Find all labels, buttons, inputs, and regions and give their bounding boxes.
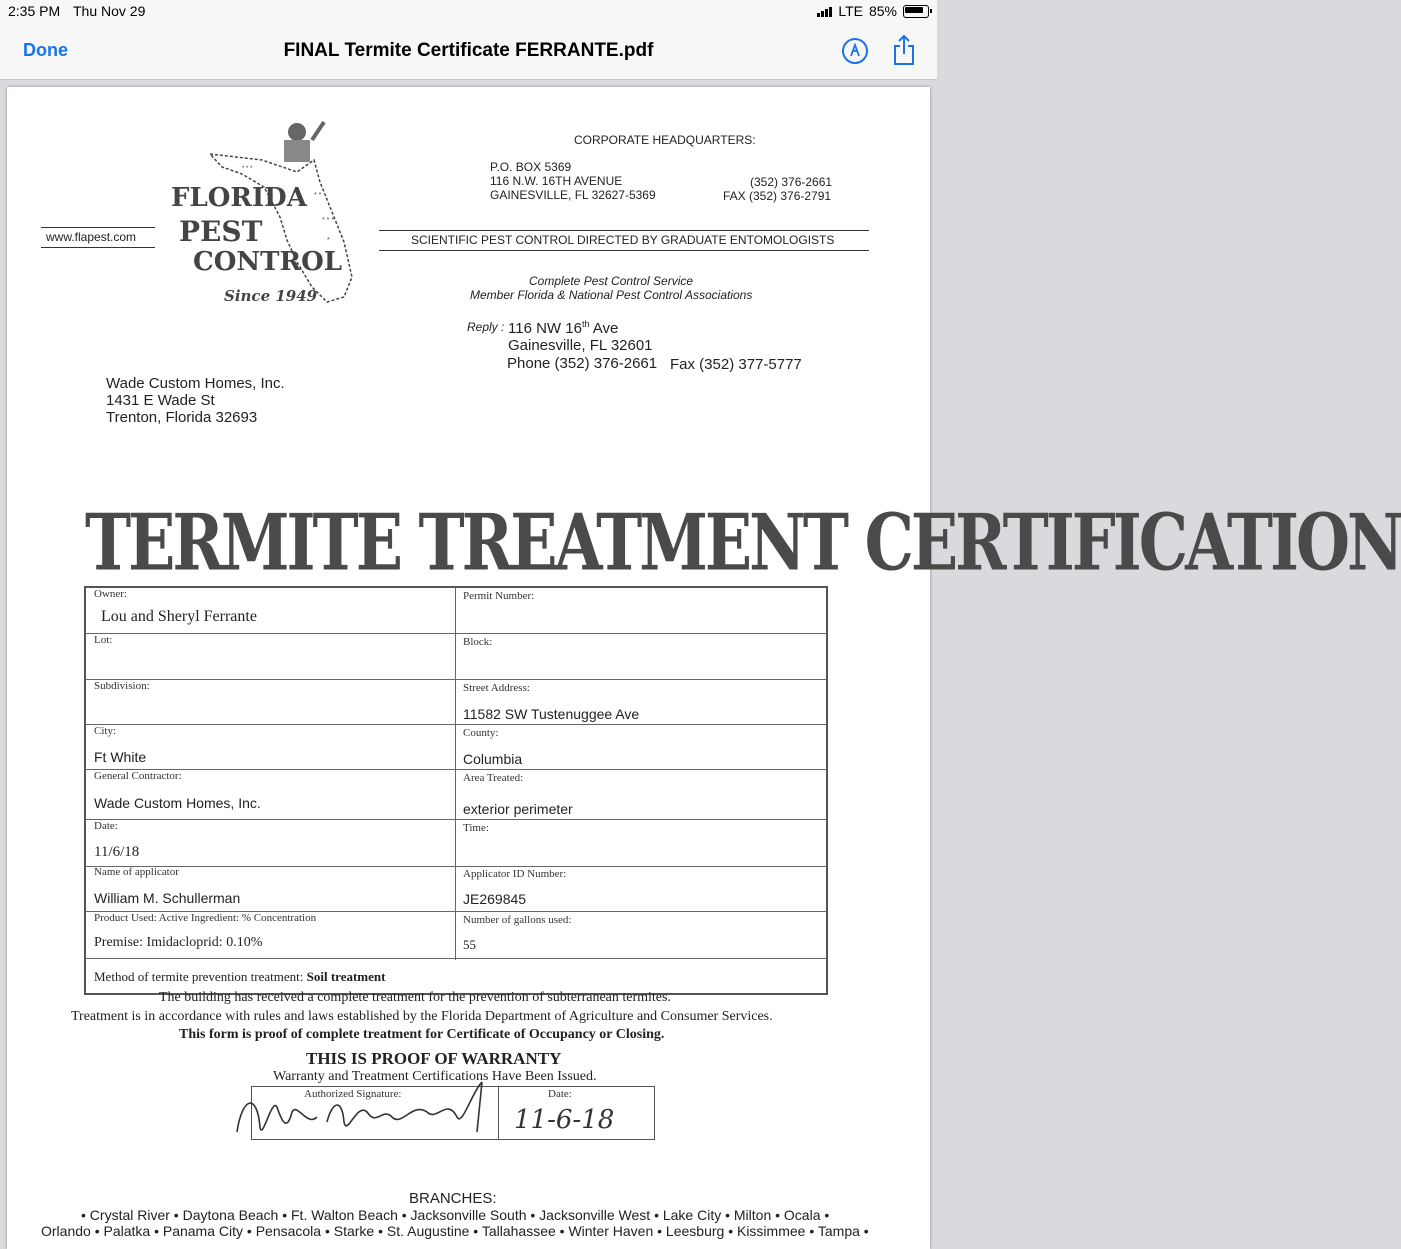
city-value: Ft White bbox=[94, 749, 147, 765]
member-line: Member Florida & National Pest Control Associations bbox=[470, 288, 753, 302]
hq-fax: FAX (352) 376-2791 bbox=[723, 189, 832, 203]
service-line: Complete Pest Control Service bbox=[529, 274, 694, 288]
share-icon[interactable] bbox=[892, 34, 916, 66]
time-label: Time: bbox=[463, 822, 489, 834]
gallons-label: Number of gallons used: bbox=[463, 914, 572, 926]
lot-label: Lot: bbox=[94, 634, 113, 646]
handwritten-signature-icon bbox=[232, 1077, 502, 1147]
area-value: exterior perimeter bbox=[463, 801, 573, 817]
subdivision-label: Subdivision: bbox=[94, 680, 150, 692]
applicator-label: Name of applicator bbox=[94, 866, 179, 878]
date-value: 11/6/18 bbox=[94, 844, 140, 860]
gc-value: Wade Custom Homes, Inc. bbox=[94, 795, 261, 811]
hq-city: GAINESVILLE, FL 32627-5369 bbox=[490, 188, 656, 202]
warranty-heading: THIS IS PROOF OF WARRANTY bbox=[306, 1049, 562, 1068]
signature-date-value: 11-6-18 bbox=[514, 1105, 615, 1135]
addressee-line3: Trenton, Florida 32693 bbox=[106, 409, 258, 426]
method-value: Soil treatment bbox=[306, 969, 386, 984]
reply-fax: Fax (352) 377-5777 bbox=[670, 356, 802, 373]
status-bar bbox=[0, 0, 937, 24]
hq-po-box: P.O. BOX 5369 bbox=[490, 160, 572, 174]
svg-text:*: * bbox=[327, 237, 330, 244]
product-value: Premise: Imidacloprid: 0.10% bbox=[94, 935, 263, 950]
nav-bar bbox=[0, 24, 937, 80]
battery-percent: 85% bbox=[868, 3, 897, 19]
status-right bbox=[817, 3, 929, 19]
applicator-id-label: Applicator ID Number: bbox=[463, 868, 567, 880]
branches-line1: • Crystal River • Daytona Beach • Ft. Walton Beach • Jacksonville South • Jacksonville West • Lake City • Milton • Ocala • bbox=[81, 1207, 830, 1223]
applicator-value: William M. Schullerman bbox=[94, 890, 241, 906]
reply-label: Reply : bbox=[467, 320, 505, 334]
svg-text:* *: * * bbox=[314, 192, 322, 199]
pdf-page bbox=[7, 87, 1401, 1249]
warranty-subheading: Warranty and Treatment Certifications Have Been Issued. bbox=[273, 1069, 597, 1084]
status-date: Thu Nov 29 bbox=[73, 3, 146, 19]
method-label: Method of termite prevention treatment: bbox=[94, 969, 304, 984]
reply-line2: Gainesville, FL 32601 bbox=[508, 337, 653, 354]
branches-heading: BRANCHES: bbox=[409, 1190, 497, 1207]
county-label: County: bbox=[463, 727, 499, 739]
signal-icon bbox=[817, 6, 832, 17]
logo-pest: PEST bbox=[179, 215, 263, 248]
reply-phone: Phone (352) 376-2661 bbox=[507, 355, 658, 372]
statement-2: Treatment is in accordance with rules and laws established by the Florida Department of Agriculture and Consumer Services. bbox=[71, 1009, 773, 1024]
method-row bbox=[94, 969, 385, 985]
statement-1: The building has received a complete treatment for the prevention of subterranean termites. bbox=[159, 990, 671, 1005]
certification-form bbox=[84, 586, 828, 995]
date-label: Date: bbox=[94, 820, 118, 832]
area-label: Area Treated: bbox=[463, 772, 524, 784]
svg-text:* * *: * * * bbox=[242, 166, 253, 172]
svg-text:* * *: * * * bbox=[322, 217, 335, 224]
city-label: City: bbox=[94, 725, 117, 737]
reply-line1: 116 NW 16th Ave bbox=[508, 319, 619, 337]
website-link: www.flapest.com bbox=[46, 230, 137, 244]
owner-value: Lou and Sheryl Ferrante bbox=[101, 608, 257, 625]
certificate-title: TERMITE TREATMENT CERTIFICATION bbox=[85, 497, 1401, 589]
battery-icon bbox=[903, 5, 929, 18]
owner-label: Owner: bbox=[94, 588, 127, 600]
addressee-line2: 1431 E Wade St bbox=[106, 392, 215, 409]
document-title: FINAL Termite Certificate FERRANTE.pdf bbox=[283, 40, 654, 61]
logo-florida: FLORIDA bbox=[171, 183, 307, 213]
logo-since: Since 1949 bbox=[224, 287, 318, 305]
hq-street: 116 N.W. 16TH AVENUE bbox=[490, 174, 623, 188]
gallons-value: 55 bbox=[463, 937, 476, 952]
status-time: 2:35 PM bbox=[8, 3, 61, 19]
signature-date-label: Date: bbox=[548, 1088, 572, 1100]
product-label: Product Used: Active Ingredient: % Concentration bbox=[94, 912, 317, 924]
logo-control: CONTROL bbox=[193, 247, 342, 277]
hq-phone: (352) 376-2661 bbox=[750, 175, 833, 189]
county-value: Columbia bbox=[463, 751, 523, 767]
permit-label: Permit Number: bbox=[463, 590, 535, 602]
branches-line2: Orlando • Palatka • Panama City • Pensacola • Starke • St. Augustine • Tallahassee • Winter Haven • Leesburg • Kissimmee • Tampa • bbox=[41, 1223, 869, 1239]
hq-heading: CORPORATE HEADQUARTERS: bbox=[574, 133, 756, 147]
applicator-id-value: JE269845 bbox=[463, 891, 527, 907]
signature-label: Authorized Signature: bbox=[304, 1088, 402, 1100]
street-value: 11582 SW Tustenuggee Ave bbox=[463, 706, 640, 722]
gc-label: General Contractor: bbox=[94, 770, 182, 782]
statement-3: This form is proof of complete treatment for Certificate of Occupancy or Closing. bbox=[179, 1027, 665, 1042]
block-label: Block: bbox=[463, 636, 493, 648]
addressee-line1: Wade Custom Homes, Inc. bbox=[106, 375, 285, 392]
done-button[interactable]: Done bbox=[23, 40, 68, 60]
markup-pen-icon[interactable] bbox=[842, 38, 868, 64]
carrier-label: LTE bbox=[838, 3, 863, 19]
tagline: SCIENTIFIC PEST CONTROL DIRECTED BY GRADUATE ENTOMOLOGISTS bbox=[411, 233, 835, 247]
street-label: Street Address: bbox=[463, 682, 530, 694]
